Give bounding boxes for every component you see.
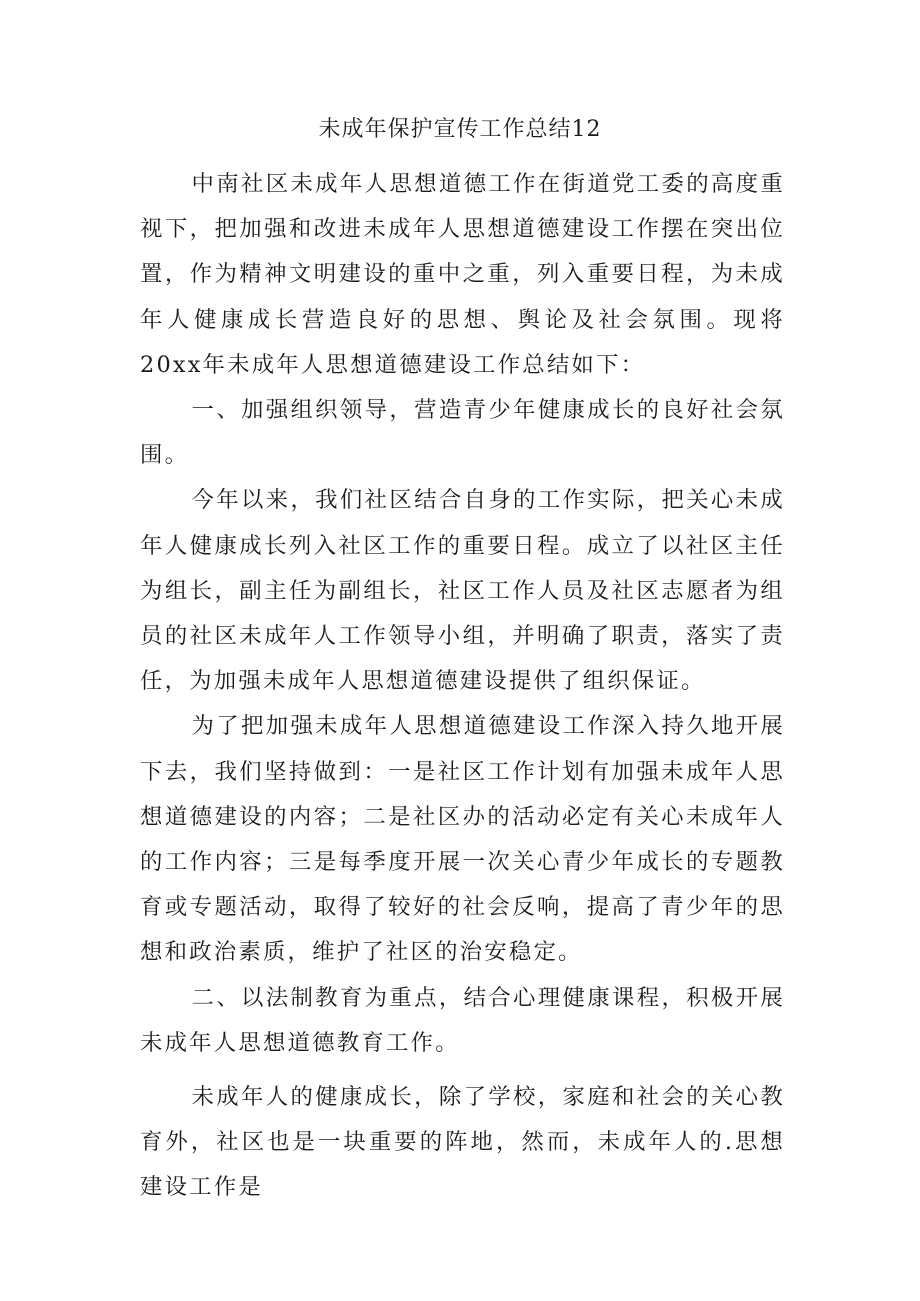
paragraph-organization: 今年以来，我们社区结合自身的工作实际，把关心未成年人健康成长列入社区工作的重要日程。成立了以社区主任为组长，副主任为副组长，社区工作人员及社区志愿者为组员的社区未成年人工作领导小组，并明确了职责，落实了责任，为加强未成年人思想道德建设提供了组织保证。 xyxy=(140,487,785,695)
paragraph-section-2-heading: 二、以法制教育为重点，结合心理健康课程，积极开展未成年人思想道德教育工作。 xyxy=(140,984,785,1056)
paragraph-community-role: 未成年人的健康成长，除了学校，家庭和社会的关心教育外，社区也是一块重要的阵地，然而，未成年人的.思想建设工作是 xyxy=(140,1084,785,1201)
document-title: 未成年保护宣传工作总结12 xyxy=(318,117,602,142)
document-body xyxy=(140,162,785,1211)
paragraph-section-1-heading: 一、加强组织领导，营造青少年健康成长的良好社会氛围。 xyxy=(140,397,785,469)
paragraph-intro: 中南社区未成年人思想道德工作在街道党工委的高度重视下，把加强和改进未成年人思想道德建设工作摆在突出位置，作为精神文明建设的重中之重，列入重要日程，为未成年人健康成长营造良好的思想、舆论及社会氛围。现将20xx年未成年人思想道德建设工作总结如下： xyxy=(140,171,785,378)
paragraph-measures: 为了把加强未成年人思想道德建设工作深入持久地开展下去，我们坚持做到：一是社区工作计划有加强未成年人思想道德建设的内容；二是社区办的活动必定有关心未成年人的工作内容；三是每季度开展一次关心青少年成长的专题教育或专题活动，取得了较好的社会反响，提高了青少年的思想和政治素质，维护了社区的治安稳定。 xyxy=(140,713,785,966)
